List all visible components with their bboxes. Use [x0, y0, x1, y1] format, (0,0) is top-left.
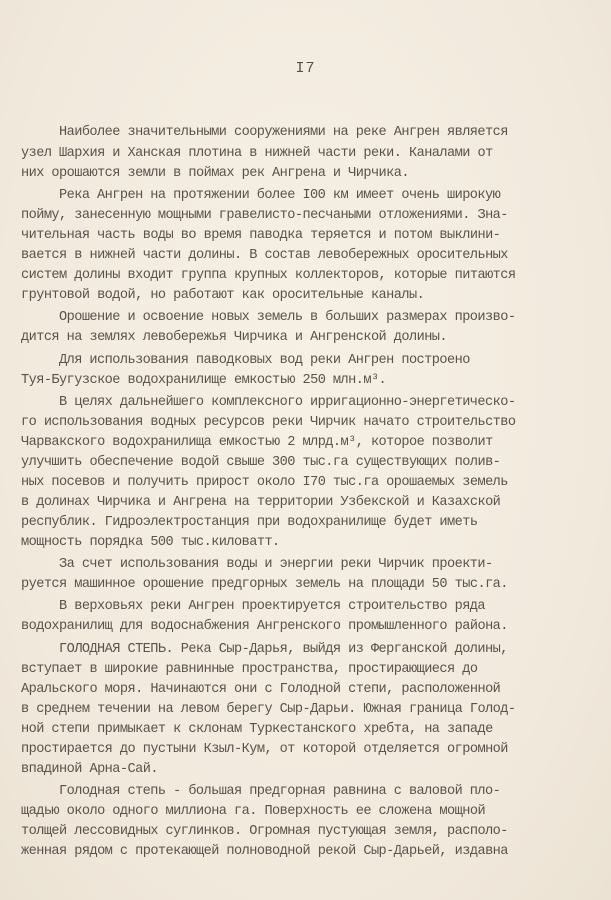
text-line: женная рядом с протекающей полноводной рекой Сыр-Дарьей, издавна [21, 844, 508, 859]
text-line: водохранилищ для водоснабжения Ангренского промышленного района. [21, 619, 508, 634]
page-number: I7 [295, 60, 316, 77]
text-line: них орошаются земли в поймах рек Ангрена и Чирчика. [21, 166, 409, 181]
text-line: мощность порядка 500 тыс.киловатт. [21, 535, 280, 550]
text-line: впадиной Арна-Сай. [21, 762, 158, 777]
text-line: пойму, занесенную мощными гравелисто-песчаными отложениями. Зна- [21, 208, 508, 223]
text-line: в долинах Чирчика и Ангрена на территории Узбекской и Казахской [21, 495, 501, 510]
text-line: толщей лессовидных суглинков. Огромная пустующая земля, располо- [21, 824, 508, 839]
text-line: Голодная степь - большая предгорная равнина с валовой пло- [59, 784, 501, 799]
text-line: Для использования паводковых вод реки Ангрен построено [59, 353, 470, 368]
text-line: Орошение и освоение новых земель в больших размерах произво- [59, 310, 516, 325]
text-line: руется машинное орошение предгорных земель на площади 50 тыс.га. [21, 577, 508, 592]
text-line: ГОЛОДНАЯ СТЕПЬ. Река Сыр-Дарья, выйдя из Ферганской долины, [59, 642, 508, 657]
text-line: улучшить обеспечение водой свыше 300 тыс.га существующих полив- [21, 455, 501, 470]
text-line: Туя-Бугузское водохранилище емкостью 250 млн.м³. [21, 373, 387, 388]
text-line: вается в нижней части долины. В состав левобережных оросительных [21, 248, 508, 263]
text-line: республик. Гидроэлектростанция при водохранилище будет иметь [21, 515, 478, 530]
text-line: За счет использования воды и энергии реки Чирчик проекти- [59, 557, 493, 572]
text-line: ных посевов и получить прирост около I70 тыс.га орошаемых земель [21, 475, 508, 490]
text-line: ной степи примыкает к склонам Туркестанского хребта, на западе [21, 722, 493, 737]
text-line: дится на землях левобережья Чирчика и Ангренской долины. [21, 330, 448, 345]
text-line: систем долины входит группа крупных коллекторов, которые питаются [21, 268, 516, 283]
text-line: го использования водных ресурсов реки Чирчик начато строительство [21, 415, 516, 430]
text-line: чительная часть воды во время паводка теряется и потом выклини- [21, 228, 501, 243]
text-line: В целях дальнейшего комплексного ирригационно-энергетическо- [59, 395, 516, 410]
text-line: Аральского моря. Начинаются они с Голодной степи, расположенной [21, 682, 501, 697]
text-line: в среднем течении на левом берегу Сыр-Дарьи. Южная граница Голод- [21, 702, 516, 717]
text-line: щадью около одного миллиона га. Поверхность ее сложена мощной [21, 804, 486, 819]
text-line: вступает в широкие равнинные пространства, простирающиеся до [21, 662, 478, 677]
text-line: грунтовой водой, но работают как оросительные каналы. [21, 288, 425, 303]
text-line: простирается до пустыни Кзыл-Кум, от которой отделяется огромной [21, 742, 508, 757]
text-line: Река Ангрен на протяжении более I00 км имеет очень широкую [59, 188, 501, 203]
text-line: узел Шархия и Ханская плотина в нижней части реки. Каналами от [21, 146, 493, 161]
text-line: Чарвакского водохранилища емкостью 2 млрд.м³, которое позволит [21, 435, 493, 450]
text-line: Наиболее значительными сооружениями на реке Ангрен является [59, 125, 508, 140]
text-line: В верховьях реки Ангрен проектируется строительство ряда [59, 599, 486, 614]
